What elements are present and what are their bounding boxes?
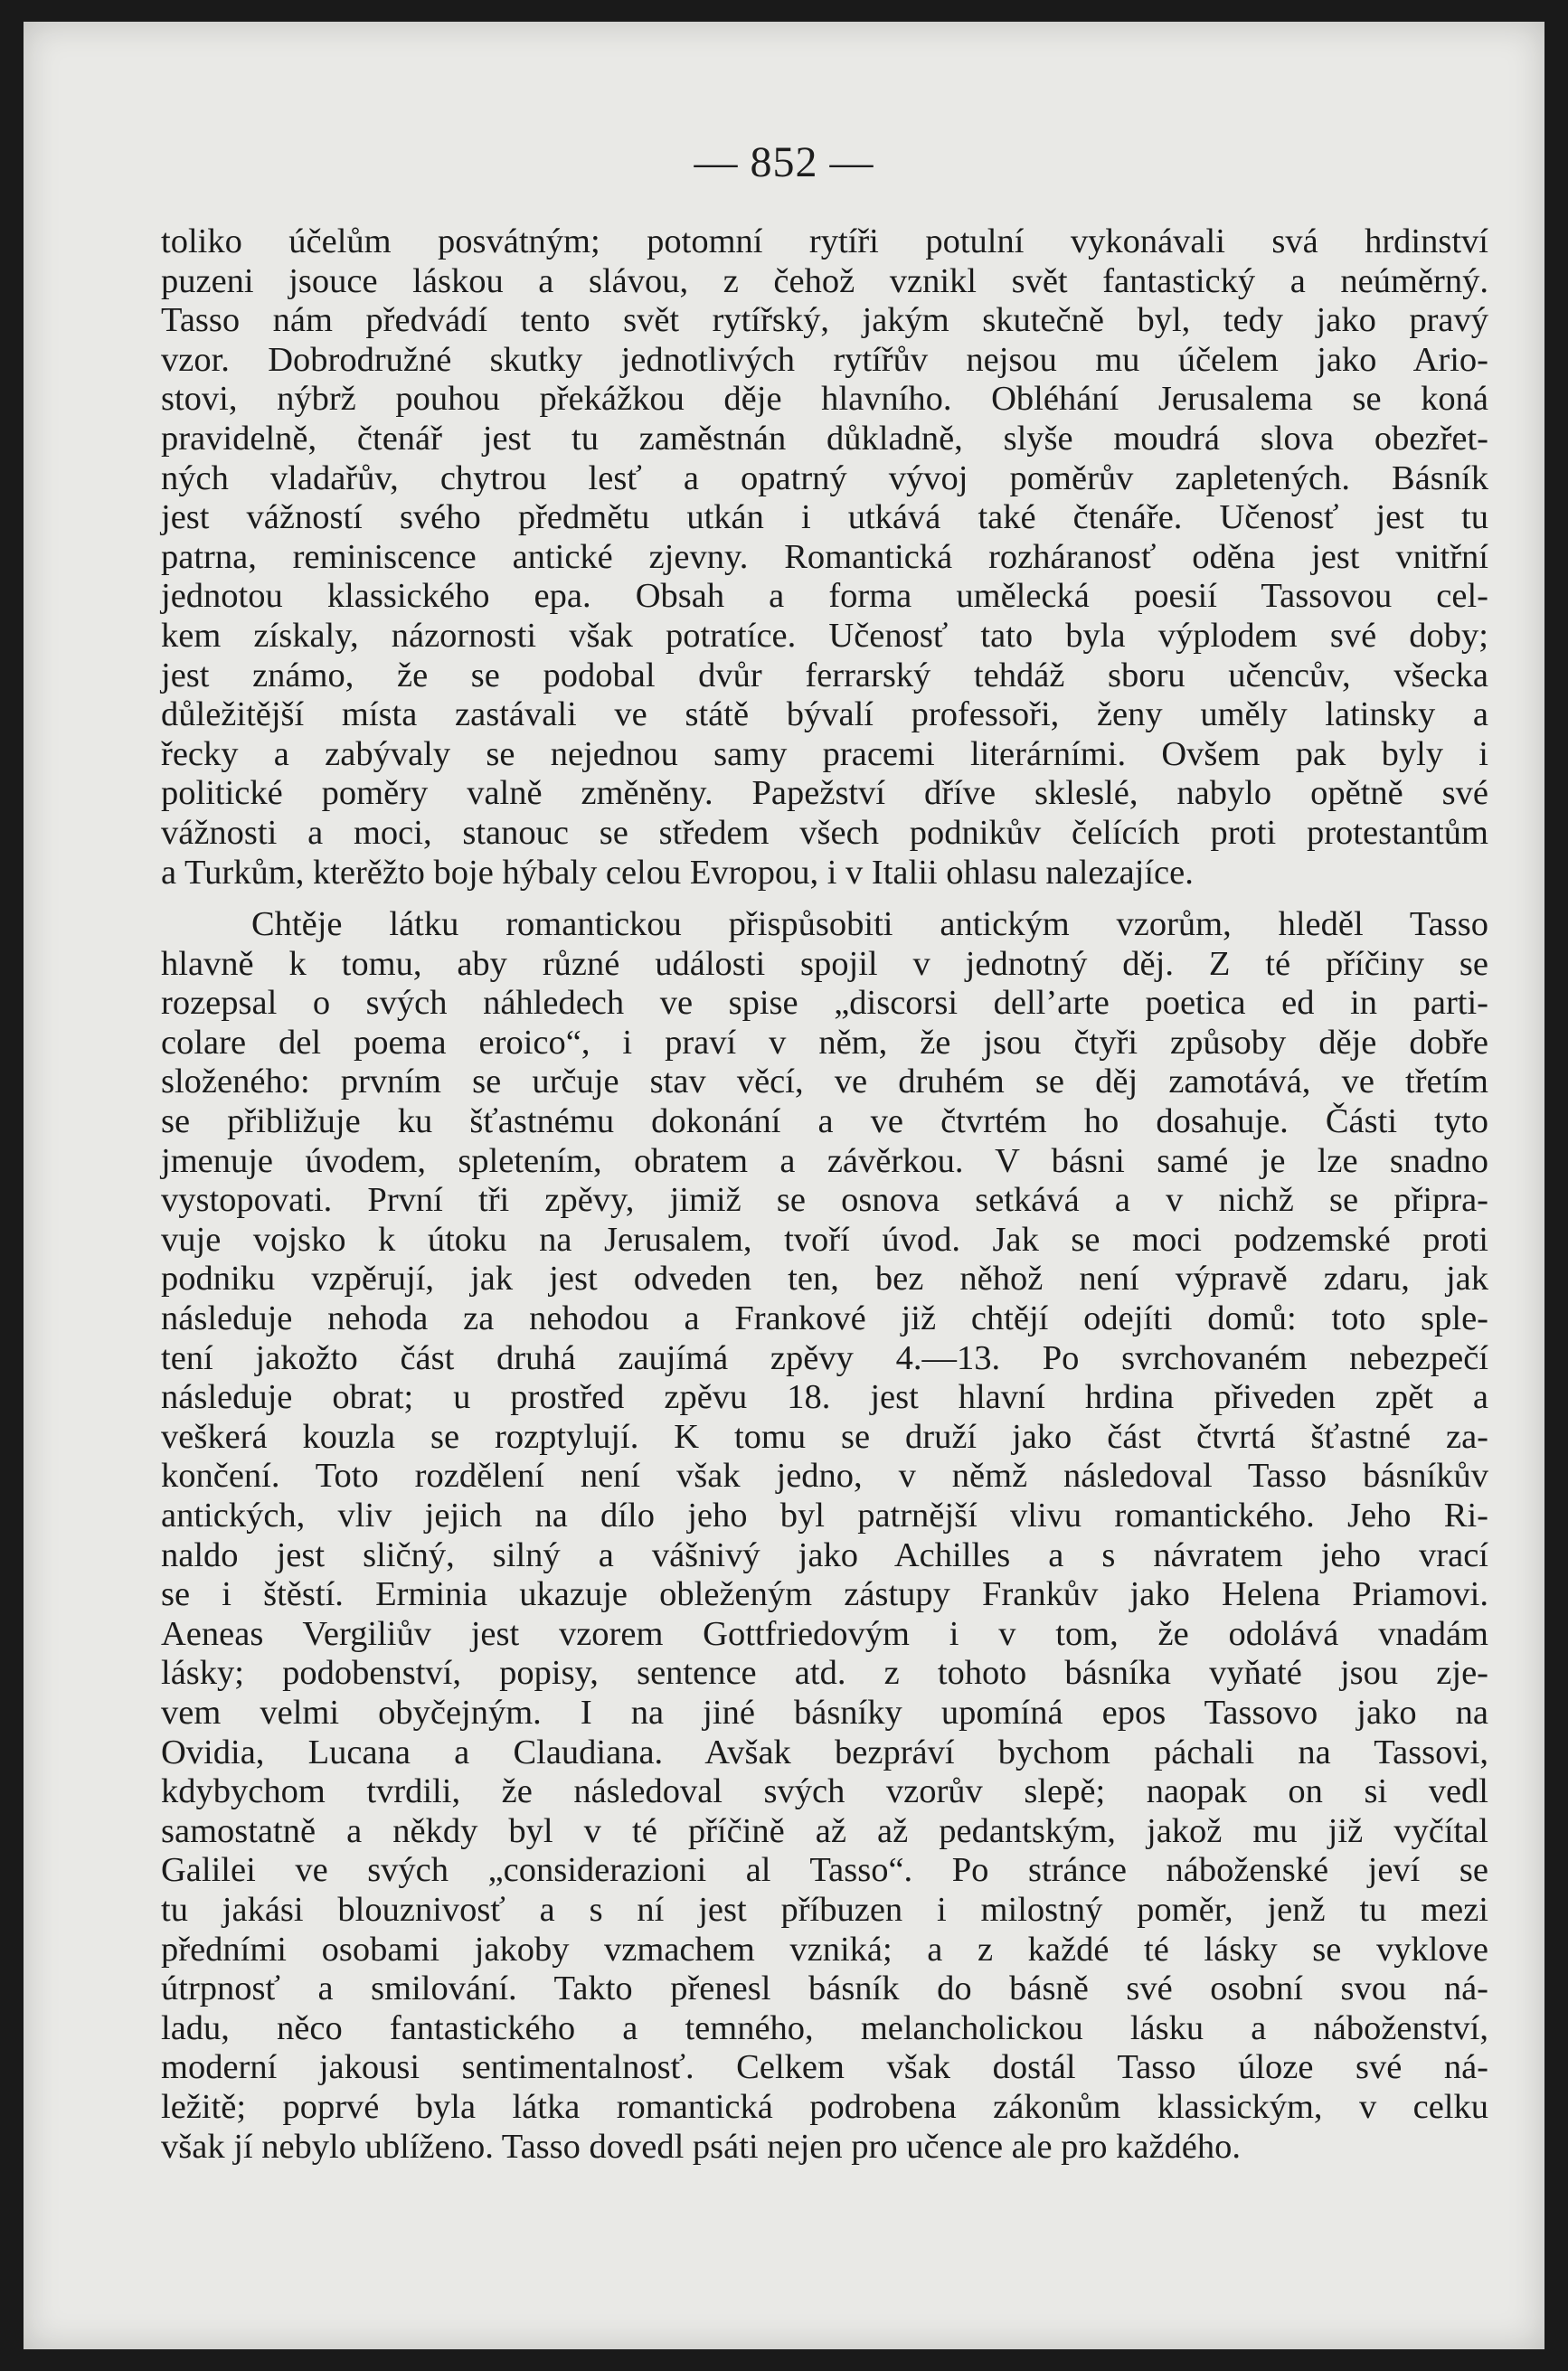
text-line: kem získaly, názornosti však potratíce. Učenosť tato byla výplodem své doby; <box>161 616 1488 655</box>
text-line: toliko účelům posvátným; potomní rytíři potulní vykonávali svá hrdinství <box>161 222 1488 260</box>
text-line: Chtěje látku romantickou přispůsobiti antickým vzorům, hleděl Tasso <box>251 905 1488 944</box>
text-line: pravidelně, čtenář jest tu zaměstnán důkladně, slyše moudrá slova obezřet- <box>161 419 1488 458</box>
text-line: vystopovati. První tři zpěvy, jimiž se osnova setkává a v nichž se připra- <box>161 1181 1488 1220</box>
text-line: ladu, něco fantastického a temného, melancholickou lásku a náboženství, <box>161 2008 1488 2047</box>
text-line: moderní jakousi sentimentalnosť. Celkem však dostál Tasso úloze své ná- <box>161 2048 1488 2087</box>
text-line: samostatně a někdy byl v té příčině až až pedantským, jakož mu již vyčítal <box>161 1811 1488 1850</box>
text-line: tu jakási blouznivosť a s ní jest příbuzen i milostný poměr, jenž tu mezi <box>161 1890 1488 1929</box>
text-line: jest vážností svého předmětu utkán i utkává také čtenáře. Učenosť jest tu <box>161 498 1488 537</box>
text-line: politické poměry valně změněny. Papežství dříve skleslé, nabylo opětně své <box>161 774 1488 813</box>
text-line: řecky a zabývaly se nejednou samy pracemi literárními. Ovšem pak byly i <box>161 734 1488 773</box>
text-line: kdybychom tvrdili, že následoval svých vzorův slepě; naopak on si vedl <box>161 1772 1488 1811</box>
text-line: vážnosti a moci, stanouc se středem všech podnikův čelících proti protestantům <box>161 813 1488 852</box>
paragraph-2 <box>161 905 1488 2167</box>
text-line: vem velmi obyčejným. I na jiné básníky upomíná epos Tassovo jako na <box>161 1693 1488 1732</box>
text-line: patrna, reminiscence antické zjevny. Romantická rozháranosť oděna jest vnitřní <box>161 537 1488 576</box>
page-sheet <box>24 22 1544 2349</box>
text-line: veškerá kouzla se rozptylují. K tomu se druží jako část čtvrtá šťastné za- <box>161 1417 1488 1456</box>
text-line: vuje vojsko k útoku na Jerusalem, tvoří úvod. Jak se moci podzemské proti <box>161 1220 1488 1259</box>
text-line: colare del poema eroico“, i praví v něm, že jsou čtyři způsoby děje dobře <box>161 1023 1488 1062</box>
text-line: stovi, nýbrž pouhou překážkou děje hlavního. Obléhání Jerusalema se koná <box>161 380 1488 419</box>
paragraph-1 <box>161 222 1488 893</box>
text-line: se i štěstí. Erminia ukazuje obleženým zástupy Frankův jako Helena Priamovi. <box>161 1575 1488 1614</box>
text-line: naldo jest sličný, silný a vášnivý jako Achilles a s návratem jeho vrací <box>161 1535 1488 1574</box>
text-line: antických, vliv jejich na dílo jeho byl patrnější vlivu romantického. Jeho Ri- <box>161 1497 1488 1535</box>
text-line: Tasso nám předvádí tento svět rytířský, jakým skutečně byl, tedy jako pravý <box>161 301 1488 340</box>
text-line: a Turkům, kterěžto boje hýbaly celou Evropou, i v Italii ohlasu nalezajíce. <box>161 853 1194 892</box>
text-line: ležitě; poprvé byla látka romantická podrobena zákonům klassickým, v celku <box>161 2087 1488 2126</box>
text-line: následuje nehoda za nehodou a Frankové již chtějí odejíti domů: toto sple- <box>161 1299 1488 1338</box>
text-line: rozepsal o svých náhledech ve spise „discorsi dell’arte poetica ed in parti- <box>161 984 1488 1023</box>
text-line: jmenuje úvodem, spletením, obratem a závěrkou. V básni samé je lze snadno <box>161 1141 1488 1180</box>
page-number: — 852 — <box>694 138 874 186</box>
text-line: Aeneas Vergiliův jest vzorem Gottfriedovým i v tom, že odolává vnadám <box>161 1614 1488 1653</box>
text-line: složeného: prvním se určuje stav věcí, ve druhém se děj zamotává, ve třetím <box>161 1063 1488 1101</box>
text-line: Ovidia, Lucana a Claudiana. Avšak bezpráví bychom páchali na Tassovi, <box>161 1733 1488 1771</box>
text-line: se přibližuje ku šťastnému dokonání a ve čtvrtém ho dosahuje. Části tyto <box>161 1102 1488 1141</box>
text-line: podniku vzpěrují, jak jest odveden ten, bez něhož není výpravě zdaru, jak <box>161 1260 1488 1299</box>
text-line: lásky; podobenství, popisy, sentence atd. z tohoto básníka vyňaté jsou zje- <box>161 1654 1488 1693</box>
text-line: končení. Toto rozdělení není však jedno, v němž následoval Tasso básníkův <box>161 1457 1488 1496</box>
text-line: ných vladařův, chytrou lesť a opatrný vývoj poměrův zapletených. Básník <box>161 458 1488 497</box>
text-line: útrpnosť a smilování. Takto přenesl básník do básně své osobní svou ná- <box>161 1970 1488 2008</box>
text-line: jednotou klassického epa. Obsah a forma umělecká poesií Tassovou cel- <box>161 577 1488 616</box>
text-line: však jí nebylo ublíženo. Tasso dovedl psáti nejen pro učence ale pro každého. <box>161 2127 1242 2166</box>
text-line: jest známo, že se podobal dvůr ferrarský tehdáž sboru učencův, všecka <box>161 656 1488 694</box>
text-line: předními osobami jakoby vzmachem vzniká; a z každé té lásky se vyklove <box>161 1930 1488 1969</box>
body-text <box>161 222 1488 2167</box>
text-line: puzeni jsouce láskou a slávou, z čehož vznikl svět fantastický a neúměrný. <box>161 261 1488 300</box>
text-line: následuje obrat; u prostřed zpěvu 18. jest hlavní hrdina přiveden zpět a <box>161 1378 1488 1417</box>
text-line: hlavně k tomu, aby různé události spojil v jednotný děj. Z té příčiny se <box>161 944 1488 983</box>
text-line: vzor. Dobrodružné skutky jednotlivých rytířův nejsou mu účelem jako Ario- <box>161 340 1488 379</box>
text-line: důležitější místa zastávali ve státě bývalí professoři, ženy uměly latinsky a <box>161 695 1488 734</box>
text-line: tení jakožto část druhá zaujímá zpěvy 4.—13. Po svrchovaném nebezpečí <box>161 1338 1488 1377</box>
text-line: Galilei ve svých „considerazioni al Tasso“. Po stránce náboženské jeví se <box>161 1851 1488 1890</box>
